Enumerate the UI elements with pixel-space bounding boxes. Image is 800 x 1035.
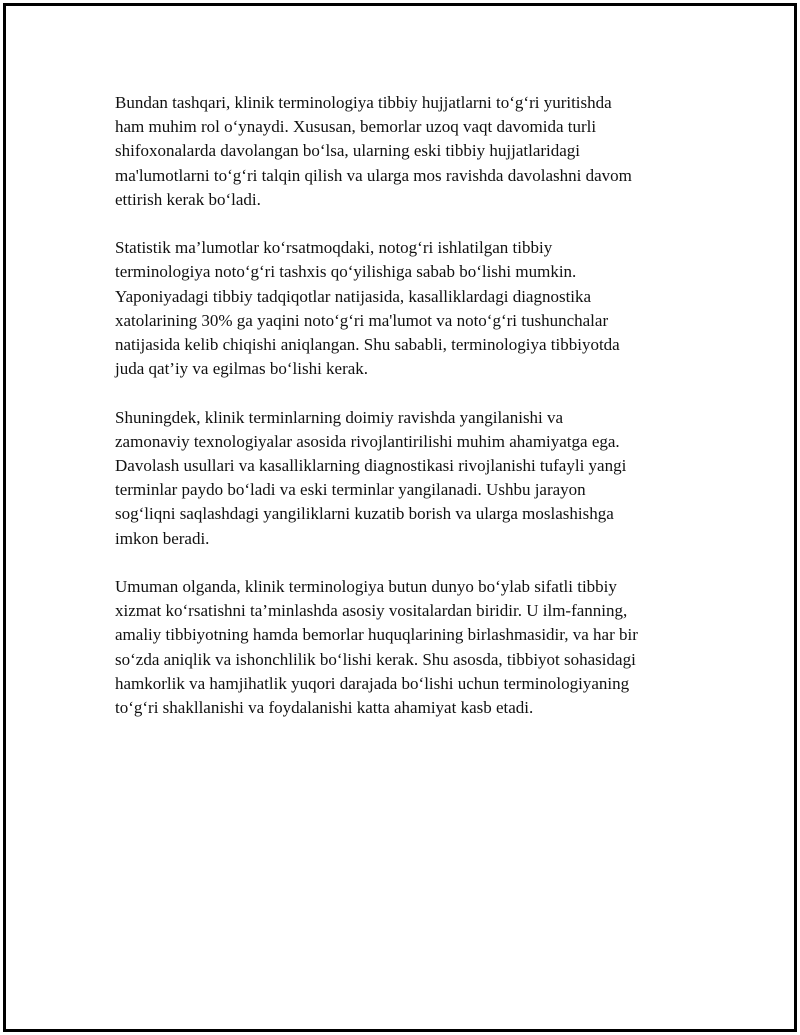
document-body (115, 91, 685, 744)
paragraph-3 (115, 406, 685, 551)
paragraph-line: xizmat ko‘rsatishni ta’minlashda asosiy vositalardan biridir. U ilm-fanning, (115, 601, 628, 621)
paragraph-line: terminologiya noto‘g‘ri tashxis qo‘yilishiga sabab bo‘lishi mumkin. (115, 262, 577, 282)
paragraph-line: ma'lumotlarni to‘g‘ri talqin qilish va ularga mos ravishda davolashni davom (115, 165, 632, 185)
paragraph-line: imkon beradi. (115, 528, 210, 548)
paragraph-line: amaliy tibbiyotning hamda bemorlar huquqlarining birlashmasidir, va har bir (115, 625, 638, 645)
paragraph-line: sog‘liqni saqlashdagi yangiliklarni kuzatib borish va ularga moslashishga (115, 504, 614, 524)
paragraph-line: to‘g‘ri shakllanishi va foydalanishi katta ahamiyat kasb etadi. (115, 698, 534, 718)
paragraph-line: Statistik ma’lumotlar ko‘rsatmoqdaki, notog‘ri ishlatilgan tibbiy (115, 238, 553, 258)
paragraph-line: zamonaviy texnologiyalar asosida rivojlantirilishi muhim ahamiyatga ega. (115, 431, 620, 451)
paragraph-line: Bundan tashqari, klinik terminologiya tibbiy hujjatlarni to‘g‘ri yuritishda (115, 93, 612, 112)
paragraph-4 (115, 575, 685, 720)
paragraph-2 (115, 236, 685, 381)
paragraph-line: juda qat’iy va egilmas bo‘lishi kerak. (115, 359, 369, 379)
paragraph-line: xatolarining 30% ga yaqini noto‘g‘ri ma'lumot va noto‘g‘ri tushunchalar (115, 310, 609, 330)
paragraph-line: ettirish kerak bo‘ladi. (115, 189, 261, 209)
paragraph-1 (115, 91, 685, 212)
paragraph-line: hamkorlik va hamjihatlik yuqori darajada bo‘lishi uchun terminologiyaning (115, 673, 630, 693)
paragraph-line: terminlar paydo bo‘ladi va eski terminlar yangilanadi. Ushbu jarayon (115, 480, 586, 500)
paragraph-line: Umuman olganda, klinik terminologiya butun dunyo bo‘ylab sifatli tibbiy (115, 577, 617, 597)
paragraph-line: ham muhim rol o‘ynaydi. Xususan, bemorlar uzoq vaqt davomida turli (115, 117, 597, 137)
paragraph-line: natijasida kelib chiqishi aniqlangan. Shu sababli, terminologiya tibbiyotda (115, 335, 620, 355)
paragraph-line: so‘zda aniqlik va ishonchlilik bo‘lishi kerak. Shu asosda, tibbiyot sohasidagi (115, 649, 636, 669)
paragraph-line: Shuningdek, klinik terminlarning doimiy ravishda yangilanishi va (115, 407, 564, 427)
paragraph-line: Davolash usullari va kasalliklarning diagnostikasi rivojlanishi tufayli yangi (115, 456, 627, 476)
paragraph-line: Yaponiyadagi tibbiy tadqiqotlar natijasida, kasalliklardagi diagnostika (115, 286, 592, 306)
paragraph-line: shifoxonalarda davolangan bo‘lsa, ularning eski tibbiy hujjatlaridagi (115, 141, 581, 161)
